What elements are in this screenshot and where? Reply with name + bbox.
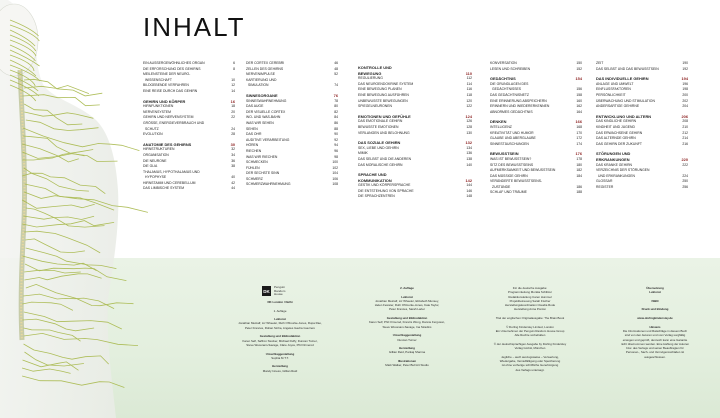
toc-page-number: 132 [465,140,472,146]
toc-page-number: 34 [231,152,235,157]
toc-entry-title: KONVERSATION [490,61,517,65]
toc-entry-title: UNBEWUSSTE BEWEGUNGEN [358,98,408,103]
toc-entry-title: SINNESWAHRNEHMUNG [246,98,287,103]
imprint-line: Die Informationen und Ratschläge in diesem Buch [622,328,688,333]
imprint-line: Jonathan Metcalf, Liz Wheeler, Ruth O'Rourke-Jones, Rupa Rao, [238,321,322,326]
toc-entry [490,142,582,148]
toc-page-number: 206 [681,113,688,119]
toc-entry-title: VERZEICHNIS DER STÖRUNGEN [596,168,650,173]
imprint-column-1 [225,300,335,373]
toc-entry-title: DAS SELBST UND DIE ANDEREN [358,156,412,161]
toc-page-number: 204 [682,104,688,109]
toc-entry-title: DER VISUELLE CORTEX [246,109,286,114]
imprint-line: des Verlags untersagt. [515,367,545,372]
toc-page-number: 178 [576,156,582,161]
imprint-line: erwogen und geprüft, dennoch kann eine Garantie [622,337,688,342]
toc-page-number: 112 [466,76,472,81]
toc-entry-title: MEILENSTEINE DER NEURO- [143,72,191,77]
toc-entry-title: DAS MORALISCHE GEHIRN [358,162,403,167]
toc-page-number: 8 [233,66,235,71]
toc-entry-title: REGISTER [596,184,614,189]
toc-page-number: 168 [576,124,582,129]
toc-page-number: 140 [466,162,472,167]
toc-entry-title: DAS ERWACHSENE GEHIRN [596,130,643,135]
toc-page-number: 166 [575,119,582,125]
toc-page-number: 128 [466,124,472,129]
toc-entry-title: GLAUBE UND ABERGLAUBE [490,136,536,141]
toc-page-number: 114 [466,81,472,86]
toc-page-number: 116 [466,87,472,92]
toc-entry-title: WISSENSCHAFT [145,77,172,82]
toc-entry-title: AUDITIVE VERARBEITUNG [246,137,290,142]
imprint-line: Herstellung [272,364,288,369]
imprint-line: Druck und Bindung [641,307,669,312]
toc-entry [596,67,688,73]
imprint-line: Jonathan Metcalf, Liz Wheeler, Elizabeth Munsey, [375,298,439,303]
toc-entry [596,185,688,191]
imprint-line: © der deutschsprachigen Ausgabe by Dorling Kindersley [493,341,567,346]
toc-page-number: 150 [576,61,582,65]
imprint-line: Gestaltung und Bildredaktion [259,334,301,339]
toc-page-number: 130 [466,130,472,135]
toc-entry-title: DIE GLIA [143,164,158,169]
imprint-line: Redaktionsleitung Caren Hummel [508,294,552,299]
toc-entry-title: BEWUSSTSEIN [490,151,519,157]
nervous-system-figure [0,0,150,418]
toc-entry-title: KINDHEIT UND JUGEND [596,124,635,129]
toc-page-number: 18 [231,104,235,109]
toc-page-number: 170 [576,130,582,135]
toc-page-number: 14 [231,88,235,93]
toc-page-number: 214 [682,136,688,141]
imprint-line: Sophia M.T.T. [271,355,289,360]
imprint-line: Karen Self, Phil Ormerod, Francis Wong, Dannie Ferguson, [368,320,446,325]
toc-entry-title: ANLAGE UND UMWELT [596,81,634,86]
toc-entry-title: DIE ENTSTEHUNG VON SPRACHE [358,188,414,193]
toc-page-number: 210 [682,124,688,129]
toc-entry-title: WO- UND WAS-BAHN [246,115,281,120]
toc-entry [358,163,472,169]
toc-page-number: 124 [465,113,472,119]
toc-entry-title: ENTWICKLUNG UND ALTERN [596,113,652,119]
toc-column-1 [143,61,235,192]
toc-page-number: 216 [682,141,688,146]
toc-entry-title: VERÄNDERTE BEWUSSTSEINS- [490,179,543,184]
imprint-line: Illustrationen [397,359,417,364]
toc-entry-title: HIRNSTRUKTUREN [143,147,175,152]
imprint-line: Karen Self, Saffron Stocker, Michael Duffy, Duncan Turner, [242,338,318,343]
imprint-line: Übersetzung [646,286,664,290]
toc-entry-title: DAS GEHIRN DER ZUKUNFT [596,141,642,146]
toc-column-2 [246,61,338,188]
toc-entry-title: GLOSSAR [596,179,613,184]
toc-entry-title: DAS AUGE [246,104,264,109]
imprint-line: ausgeschlossen. [644,354,666,359]
toc-entry-title: BEWUSSTE EMOTIONEN [358,124,399,129]
toc-entry-title: EINE REISE DURCH DAS GEHIRN [143,88,198,93]
toc-page-number: 172 [576,136,582,141]
toc-entry [143,186,235,192]
imprint-line: Herstellungskoordination Claudia Rode [504,303,556,308]
toc-entry-title: FÜHLEN [246,165,260,170]
toc-entry-title: DAS LIMBISCHE SYSTEM [143,186,185,191]
toc-page-number: 28 [231,132,235,137]
imprint-line: Programmleitung Monika Schlitzer [507,290,553,295]
toc-entry-title: LESEN UND SCHREIBEN [490,66,531,71]
toc-page-number: 92 [334,137,338,142]
toc-page-number: 12 [231,83,235,88]
toc-entry-title: ORGANISATION [143,152,169,157]
toc-entry-title: SCHMECKEN [246,160,268,165]
toc-entry-title: PERSÖNLICHKEIT [596,92,626,97]
penguin-random-house-mark: Penguin Random House [274,285,286,297]
toc-entry-title: DAS KINDLICHE GEHIRN [596,119,637,124]
toc-page-number: 158 [576,92,582,97]
toc-entry-title: SCHUTZ [145,126,159,131]
toc-entry-title: DAS EMOTIONALE GEHIRN [358,119,403,124]
toc-page-number: 118 [466,92,472,97]
toc-entry-title: DAS SOZIALE GEHIRN [358,140,401,146]
imprint-line: Für die deutsche Ausgabe: [512,286,548,290]
toc-page-number: 186 [576,184,582,189]
toc-entry [596,104,688,110]
toc-entry-title: THALAMUS, HYPOTHALAMUS UND [143,169,200,174]
imprint-line: Gillian Reid, Pankaj Sharma [388,350,426,355]
toc-entry-title: DIE SPRACHZENTREN [358,194,395,199]
toc-entry-title: DAS SELBST UND DAS BEWUSSTSEIN [596,66,659,71]
imprint-line: Umschlaggestaltung [392,333,422,338]
toc-entry [143,89,235,95]
toc-page-number: 76 [333,92,338,98]
toc-entry [490,110,582,116]
imprint-line: Lektorat [401,294,413,299]
toc-column-4 [490,61,582,196]
toc-page-number: 222 [682,162,688,167]
toc-page-number: 74 [334,83,338,88]
toc-entry-title: ZEIT [596,61,604,65]
toc-page-number: 256 [682,184,688,189]
toc-entry [358,131,472,137]
toc-page-number: 176 [575,151,582,157]
toc-entry-title: HIRNSTAMM UND CEREBELLUM [143,180,196,185]
toc-page-number: 152 [576,66,582,71]
toc-page-number: 224 [682,173,688,178]
toc-entry-title: NERVENSYSTEM [143,109,172,114]
toc-page-number: 96 [334,148,338,153]
toc-entry [490,190,582,196]
toc-entry-title: DIE NEURONE [143,158,167,163]
toc-page-number: 40 [231,175,235,180]
toc-page-number: 190 [682,61,688,65]
toc-entry-title: SCHMERZ [246,176,263,181]
toc-entry-title: STÖRUNGEN UND [596,151,631,157]
toc-page-number: 188 [576,190,582,195]
toc-entry-title: SCHLAF UND TRÄUME [490,190,527,195]
toc-entry-title: ERKRANKUNGEN [596,156,630,162]
toc-entry [358,104,472,110]
toc-entry-title: WAS IST BEWUSSTSEIN? [490,156,532,161]
imprint-line: Wiedergabe, Vervielfältigung oder Speicherung [499,359,561,364]
toc-page-number: 98 [334,154,338,159]
toc-page-number: 86 [334,120,338,125]
toc-page-number: 182 [576,168,582,173]
toc-page-number: 82 [334,109,338,114]
imprint-column-2 [352,286,462,368]
toc-page-number: 200 [682,92,688,97]
toc-entry-title: ANATOMIE DES GEHIRNS [143,141,192,147]
toc-page-number: 184 [576,173,582,178]
toc-entry-title: INTELLIGENZ [490,124,512,129]
toc-page-number: 164 [576,109,582,114]
toc-page-number: 104 [332,171,338,176]
toc-entry-title: ANDERSARTIGE GEHIRNE [596,104,640,109]
toc-page-number: 110 [465,70,472,76]
toc-page-number: 160 [576,98,582,103]
toc-page-number: 10 [231,77,235,82]
toc-entry-title: DAS ALTERNDE GEHIRN [596,136,636,141]
toc-page-number: 102 [332,165,338,170]
toc-entry [596,142,688,148]
toc-page-number: 22 [231,115,235,120]
toc-page-number: 144 [466,183,472,188]
imprint-line: Jegliche – auch auszugsweise – Verwertung, [501,354,559,359]
imprint-line: Alle Rechte vorbehalten [514,333,546,338]
toc-page-number: 94 [334,143,338,148]
toc-entry-title: KOMMUNIKATION [358,177,392,183]
toc-entry-title: BEWEGUNG [358,70,382,76]
toc-entry-title: SIMULATION [248,83,269,88]
toc-page-number: 90 [334,132,338,137]
toc-page-number: 134 [466,145,472,150]
toc-page-number: 208 [682,119,688,124]
toc-entry-title: DIE GRUNDLAGEN DES [490,81,529,86]
toc-page-number: 100 [332,160,338,165]
imprint-line: sind von den Autoren und vom Verlag sorgfältig [624,333,686,338]
toc-page-number: 192 [682,66,688,71]
toc-page-number: 198 [682,87,688,92]
toc-page-number: 120 [466,98,472,103]
toc-page-number: 24 [231,126,235,131]
imprint-line: Personen-, Sach- und Vermögensschäden ist [625,350,685,355]
toc-page-number: 48 [334,66,338,71]
dk-logo: DK [262,286,271,296]
toc-page-number: 174 [576,141,582,146]
toc-entry [490,67,582,73]
toc-page-number: 180 [576,162,582,167]
toc-entry-title: REGULIERUNG [358,76,383,81]
toc-entry-title: ZELLEN DES GEHIRNS [246,66,284,71]
toc-page-number: 136 [466,151,472,156]
page-title: INHALT [143,12,246,42]
toc-page-number: 212 [682,130,688,135]
toc-page-number: 6 [233,61,235,65]
toc-entry-title: HYPOPHYSE [145,175,167,180]
toc-entry-title: UND ERKRANKUNGEN [598,173,635,178]
toc-page-number: 106 [332,176,338,181]
toc-entry-title: GRÖSSE, ENERGIEVERBRAUCH UND [143,120,205,125]
toc-entry [143,132,235,138]
imprint-line: DK London / Delhi [267,300,293,304]
imprint-line: Mark Walker, Peter Bull Art Studio [385,363,429,368]
toc-entry-title: SITZ DES BEWUSSTSEINS [490,162,534,167]
toc-entry-title: GEHIRN UND KÖRPER [143,98,186,104]
toc-entry [246,83,338,89]
toc-entry-title: AUFMERKSAMKEIT UND BEWUSSTSEIN [490,168,556,173]
imprint-line: 2. Auflage [400,286,414,290]
imprint-line: nicht übernommen werden. Eine Haftung der Autoren [620,341,690,346]
toc-entry-title: VERLANGEN UND BELOHNUNG [358,130,410,135]
toc-entry-title: DAS GEDÄCHTNISNETZ [490,92,529,97]
toc-entry-title: BILDGEBENDE VERFAHREN [143,83,189,88]
toc-page-number: 42 [231,180,235,185]
imprint-line: Peter Frances, Sarah Larter [389,307,425,312]
toc-page-number: 52 [334,72,338,77]
imprint-line: Verlag GmbH, München [514,346,546,351]
toc-column-3 [358,61,472,200]
toc-entry-title: GEHIRN UND NERVENSYSTEM [143,115,194,120]
toc-entry-title: ERINNERN UND WIEDERERKENNEN [490,104,550,109]
imprint-line: Hinweis [649,324,661,329]
toc-entry-title: ZUSTÄNDE [492,184,511,189]
toc-page-number: 196 [682,81,688,86]
imprint-line: Duncan Turner [397,337,417,342]
toc-entry-title: SPRACHE UND [358,172,387,178]
toc-entry-title: DAS KRANKE GEHIRN [596,162,632,167]
toc-entry-title: EINE ERINNERUNG ABSPEICHERN [490,98,547,103]
imprint-line: ist ohne vorherige schriftliche Genehmigung [501,363,559,368]
toc-entry-title: DER CORTEX CEREBRI [246,61,285,65]
toc-entry [358,194,472,200]
toc-page-number: 20 [231,109,235,114]
toc-page-number: 122 [466,104,472,109]
toc-page-number: 30 [230,141,235,147]
toc-page-number: 220 [681,156,688,162]
imprint-line: © Dorling Kindersley Limited, London [506,324,554,329]
imprint-line: Helen Fewster, Ruth O'Rourke-Jones, Kate Taylor, [374,303,440,308]
toc-entry-title: DER SECHSTE SINN [246,171,280,176]
imprint-line: Herstellung Anna Ponton [514,307,546,312]
toc-entry-title: ÜBERWACHUNG UND STIMULATION [596,98,655,103]
imprint-line: Lektorat [274,317,286,322]
toc-page-number: 36 [231,158,235,163]
toc-page-number: 78 [334,98,338,103]
toc-entry-title: GESTIK UND KÖRPERSPRACHE [358,183,411,188]
toc-page-number: 156 [576,87,582,92]
toc-page-number: 250 [682,179,688,184]
toc-entry-title: GEDÄCHTNIS [490,76,516,82]
imprint-line: Mandy Inness, Gillian Reid [262,368,298,373]
toc-entry-title: SCHMERZWAHRNEHMUNG [246,182,291,187]
toc-entry-title: KONTROLLE UND [358,65,392,70]
toc-page-number: 162 [576,104,582,109]
toc-entry-title: SINNESORGANE [246,92,278,98]
toc-entry-title: EINFLUSSFAKTOREN [596,87,631,92]
toc-entry-title: WAS WIR SEHEN [246,120,274,125]
toc-entry-title: SINNESTÄUSCHUNGEN [490,141,529,146]
toc-entry-title: EINE BEWEGUNG PLANEN [358,87,402,92]
toc-entry-title: SPIEGELNEURONEN [358,104,392,109]
toc-page-number: 126 [466,119,472,124]
imprint-line: 1. Auflage [273,308,287,313]
toc-entry-title: MIMIK [358,151,368,156]
toc-page-number: 146 [466,188,472,193]
imprint-line: Steve Woosnam-Savage, Ina Stradins [382,324,432,329]
imprint-line: Lektorat [649,290,661,295]
toc-page-number: 16 [230,98,235,104]
imprint-line: Umschlaggestaltung [265,351,295,356]
toc-page-number: 32 [231,147,235,152]
toc-page-number: 138 [466,156,472,161]
toc-entry-title: SEX, LIEBE UND GEHIRN [358,145,399,150]
toc-entry-title: RIECHEN [246,148,262,153]
imprint-line: Projektbetreuung Sarah Fischer [509,298,551,303]
toc-entry-title: DAS INDIVIDUELLE GEHIRN [596,76,649,82]
toc-entry-title: EINE BEWEGUNG AUSFÜHREN [358,92,409,97]
toc-entry-title: KREATIVITÄT UND HUMOR [490,130,534,135]
imprint-line: Peter Frances, Rohan Sinha, Angeles Gavira Guerrero [244,325,316,330]
toc-column-5 [596,61,688,190]
imprint-line: Gestaltung und Bildredaktion [386,316,428,321]
toc-entry-title: EMOTIONEN UND GEFÜHLE [358,113,411,119]
toc-page-number: 88 [334,126,338,131]
toc-page-number: 108 [332,182,338,187]
toc-page-number: 202 [682,98,688,103]
toc-entry-title: EVOLUTION [143,132,163,137]
toc-page-number: 44 [231,186,235,191]
toc-entry-title: GEDÄCHTNISSES [492,87,522,92]
toc-entry-title: WAS WIR RIECHEN [246,154,278,159]
toc-entry-title: ABNORMES GEDÄCHTNIS [490,109,533,114]
toc-entry-title: KARTIERUNG UND [246,77,277,82]
toc-page-number: 142 [465,177,472,183]
toc-entry-title: DIE ERFORSCHUNG DES GEHIRNS [143,66,201,71]
imprint-line: Herstellung [399,346,415,351]
imprint-column-3 [474,286,586,372]
toc-page-number: 80 [334,104,338,109]
imprint-line: Titel der englischen Originalausgabe: The Brain Book [495,316,565,321]
imprint-line: Ein Unternehmen der Penguin Random House Group [495,328,565,333]
toc-page-number: 84 [334,115,338,120]
toc-entry-title: HÖREN [246,143,259,148]
imprint-line: ISBN [651,298,659,303]
toc-entry-title: NERVENIMPULSE [246,72,275,77]
toc-entry-title: DAS MÜSSIGE GEHIRN [490,173,528,178]
toc-entry-title: DENKEN [490,119,507,125]
toc-entry-title: DAS OHR [246,132,262,137]
imprint-column-4 [600,286,710,359]
toc-page-number: 194 [681,76,688,82]
imprint-line: Steve Woosnam-Savage, Clare Joyce, Phil Ormerod [246,342,314,347]
toc-entry-title: HIRNFUNKTIONEN [143,104,174,109]
toc-entry-title: DAS NEUROENDOKRINE SYSTEM [358,81,414,86]
toc-page-number: 154 [575,76,582,82]
toc-entry [246,182,338,188]
toc-page-number: 38 [231,164,235,169]
toc-page-number: 148 [466,194,472,199]
toc-entry-title: SEHEN [246,126,258,131]
imprint-line: www.dorlingkindersley.de [637,316,673,321]
toc-page-number: 46 [334,61,338,65]
imprint-line: bzw. des Verlags und seiner Beauftragten für [626,346,684,351]
toc-entry-title: EIN AUSSERGEWÖHNLICHES ORGAN [143,61,205,65]
